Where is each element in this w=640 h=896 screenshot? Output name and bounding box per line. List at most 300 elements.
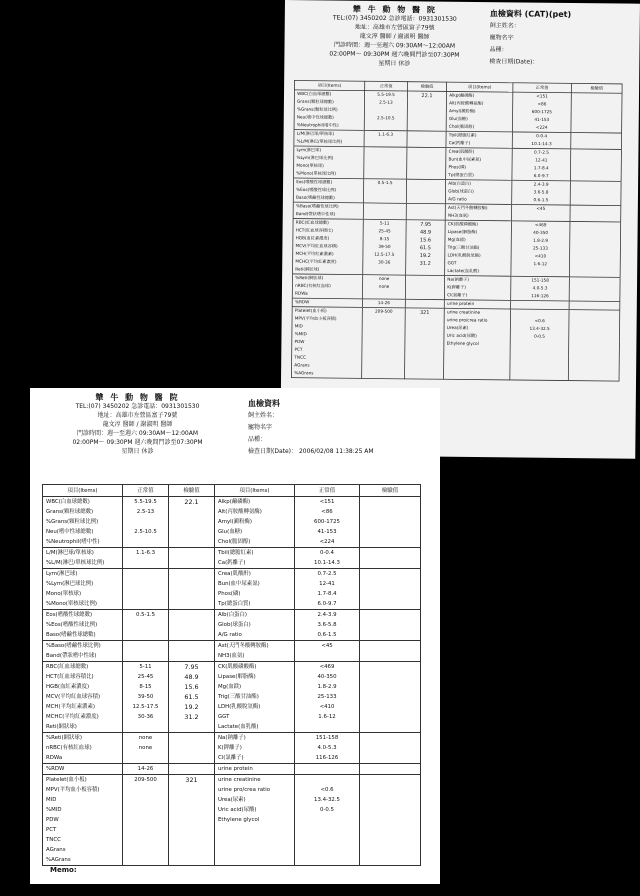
item-name: Tbil(總膽紅素) xyxy=(215,548,295,559)
normal-range xyxy=(123,855,169,866)
item-name: MCV(平均紅血球容積) xyxy=(43,692,123,702)
item-name: %Reti(網狀球) xyxy=(43,733,123,744)
col-normal-2: 正常值 xyxy=(295,485,360,497)
result-value xyxy=(169,722,215,733)
back-result-value: 48.9 xyxy=(406,228,445,236)
normal-range xyxy=(295,835,360,845)
normal-range: <410 xyxy=(295,702,360,712)
clinic-director: 龍文淳 醫師 / 謝淑明 醫師 xyxy=(102,421,173,428)
normal-range xyxy=(123,579,169,589)
back-owner-label: 飼主姓名： xyxy=(489,22,520,30)
result-value xyxy=(360,517,421,527)
normal-range xyxy=(123,835,169,845)
table-row xyxy=(43,743,421,753)
breed-label: 品種： xyxy=(248,436,267,443)
clinic-holiday: 星期日 休診 xyxy=(121,448,154,455)
table-row xyxy=(43,825,421,835)
table-row xyxy=(43,662,421,673)
clinic-hours2: 02:00PM～ 09:30PM 週六晚間門診至07:30PM xyxy=(72,439,203,446)
table-row xyxy=(43,805,421,815)
back-item-name: %Neutrophil(嗜中性) xyxy=(294,121,364,130)
item-name: %Neutrophil(嗜中性) xyxy=(43,537,123,548)
result-value: 15.6 xyxy=(169,682,215,692)
back-item-name: AGrans xyxy=(292,362,362,371)
result-value xyxy=(360,722,421,733)
item-name: urine protein xyxy=(215,764,295,775)
back-item-name: Trig(三酸甘油酯) xyxy=(445,244,511,252)
item-name: Lactate(血乳酸) xyxy=(215,722,295,733)
back-item-name: Alb(白蛋白) xyxy=(446,180,512,189)
back-item-name: GGT xyxy=(445,260,511,268)
back-item-name: %Baso(嗜鹼性球比例) xyxy=(293,202,363,211)
result-value xyxy=(360,795,421,805)
normal-range xyxy=(123,795,169,805)
normal-range xyxy=(123,641,169,652)
result-value xyxy=(360,692,421,702)
normal-range xyxy=(295,651,360,662)
item-name: Mg(血鎂) xyxy=(215,682,295,692)
report-title: 血檢資料 xyxy=(248,399,280,408)
back-col-item-2: 項目(Items) xyxy=(447,82,513,92)
back-normal-range: 5.5-19.5 xyxy=(365,91,408,100)
normal-range: 10.1-14.3 xyxy=(295,558,360,569)
back-normal-range xyxy=(362,370,405,379)
item-name: GGT xyxy=(215,712,295,722)
normal-range xyxy=(123,569,169,580)
normal-range xyxy=(123,620,169,630)
back-item-name: Glob(球蛋白) xyxy=(445,188,511,196)
normal-range xyxy=(295,775,360,786)
back-normal-range: 1.6-12 xyxy=(511,260,570,268)
back-normal-range: 41-153 xyxy=(513,116,572,124)
result-value xyxy=(360,610,421,621)
table-row xyxy=(43,845,421,855)
back-normal-range: 5-11 xyxy=(363,219,406,228)
normal-range: 0.7-2.5 xyxy=(295,569,360,580)
memo-label: Memo: xyxy=(50,866,77,874)
back-normal-range: none xyxy=(363,275,406,284)
back-item-name: PCT xyxy=(292,346,362,355)
item-name xyxy=(215,825,295,835)
item-name: Baso(嗜鹼性球總數) xyxy=(43,630,123,641)
back-result-value: 7.95 xyxy=(406,220,445,229)
back-item-name: Lym(淋巴球) xyxy=(294,146,364,155)
back-item-name: Alkp(鹼磷酶) xyxy=(446,91,512,100)
back-normal-range: 12.5-17.5 xyxy=(363,251,406,259)
normal-range: 1.8-2.9 xyxy=(295,682,360,692)
back-item-name: Ast(天門冬酸轉胺酶) xyxy=(445,204,511,213)
result-value xyxy=(360,497,421,508)
back-normal-range: 6.0-9.7 xyxy=(512,172,571,181)
back-report-title: 血檢資料 (CAT)(pet) xyxy=(489,9,572,19)
back-normal-range: 39-50 xyxy=(363,243,406,251)
back-item-name: Cl(氯離子) xyxy=(444,292,510,301)
item-name: Ast(天門冬酸轉胺酶) xyxy=(215,641,295,652)
normal-range: 39-50 xyxy=(123,692,169,702)
back-normal-range: 13.4-32.5 xyxy=(510,325,569,333)
item-name: Ca(鈣離子) xyxy=(215,558,295,569)
table-row xyxy=(43,599,421,610)
back-normal-range: 25-133 xyxy=(511,245,570,253)
result-value xyxy=(169,795,215,805)
back-result-value: 15.6 xyxy=(406,236,445,244)
date-row xyxy=(248,446,374,458)
back-item-name: %MID xyxy=(292,330,362,339)
result-value xyxy=(360,733,421,744)
back-item-name: %Reti(網狀球) xyxy=(292,274,362,283)
result-value xyxy=(360,775,421,786)
back-clinic-address: 地址：高雄市左營區富子79號 xyxy=(354,23,435,32)
back-normal-range: 12-41 xyxy=(512,156,571,164)
result-value xyxy=(360,579,421,589)
normal-range: 12.5-17.5 xyxy=(123,702,169,712)
normal-range: 41-153 xyxy=(295,527,360,537)
back-item-name: NH3(血氨) xyxy=(445,212,511,221)
item-name: %Mono(單核球比例) xyxy=(43,599,123,610)
item-name: Alt(丙胺酸轉氨酶) xyxy=(215,507,295,517)
item-name: urine creatinine xyxy=(215,775,295,786)
result-value xyxy=(360,589,421,599)
result-value xyxy=(360,569,421,580)
item-name: AGrans xyxy=(43,845,123,855)
item-name: LDH(乳酸脫氫酶) xyxy=(215,702,295,712)
table-row xyxy=(43,620,421,630)
normal-range: 14-26 xyxy=(123,764,169,775)
back-item-name: Lactate(血乳酸) xyxy=(445,267,511,276)
result-value xyxy=(360,712,421,722)
table-row xyxy=(43,682,421,692)
back-item-name: Glu(血糖) xyxy=(446,115,512,123)
normal-range: 1.7-8.4 xyxy=(295,589,360,599)
back-item-name: MCV(平均紅血球容積) xyxy=(293,242,363,251)
normal-range xyxy=(123,599,169,610)
back-item-name: Chol(膽固醇) xyxy=(446,123,512,132)
normal-range xyxy=(123,517,169,527)
back-normal-range: 1.7-8.4 xyxy=(512,164,571,172)
item-name: Band(帶狀嗜中性球) xyxy=(43,651,123,662)
table-row xyxy=(43,651,421,662)
back-normal-range: 0.6-1.5 xyxy=(512,196,571,205)
normal-range: 30-36 xyxy=(123,712,169,722)
table-row xyxy=(43,733,421,744)
item-name: Alb(白蛋白) xyxy=(215,610,295,621)
item-name: MCHC(平均紅素濃度) xyxy=(43,712,123,722)
back-item-name: CK(肌酸磷酸酶) xyxy=(445,220,511,229)
back-result-value xyxy=(405,299,444,308)
back-item-name: urine pro/crea ratio xyxy=(444,316,510,324)
normal-range: 4.0-5.3 xyxy=(295,743,360,753)
normal-range: 12-41 xyxy=(295,579,360,589)
normal-range: 2.5-10.5 xyxy=(123,527,169,537)
back-item-name: Na(鈉離子) xyxy=(445,276,511,285)
normal-range: 2.5-13 xyxy=(123,507,169,517)
result-value xyxy=(360,764,421,775)
table-row xyxy=(43,785,421,795)
item-name: Glob(球蛋白) xyxy=(215,620,295,630)
item-name: Mono(單核球) xyxy=(43,589,123,599)
item-name: Glu(血糖) xyxy=(215,527,295,537)
item-name: urine pro/crea ratio xyxy=(215,785,295,795)
result-value xyxy=(169,733,215,744)
clinic-phone: TEL:(07) 3450202 急診電話：0931301530 xyxy=(75,403,200,410)
table-row xyxy=(43,835,421,845)
result-value xyxy=(169,805,215,815)
normal-range: 3.6-5.8 xyxy=(295,620,360,630)
back-item-name: Band(帶狀嗜中性球) xyxy=(293,210,363,219)
item-name xyxy=(215,845,295,855)
table-row xyxy=(43,537,421,548)
col-item-2: 項目(Items) xyxy=(215,485,295,497)
normal-range: 5-11 xyxy=(123,662,169,673)
item-name: Na(鈉離子) xyxy=(215,733,295,744)
table-row xyxy=(43,527,421,537)
normal-range: 0-0.5 xyxy=(295,805,360,815)
result-value xyxy=(360,630,421,641)
item-name: %Lym(淋巴球比例) xyxy=(43,579,123,589)
back-normal-range: <0.6 xyxy=(510,317,569,325)
item-name: A/G ratio xyxy=(215,630,295,641)
back-normal-range: <410 xyxy=(511,252,570,260)
result-value xyxy=(169,569,215,580)
back-item-name: Ethylene glycol xyxy=(444,340,510,348)
result-value xyxy=(169,610,215,621)
normal-range: 1.1-6.3 xyxy=(123,548,169,559)
back-item-name: %RDW xyxy=(292,298,362,307)
normal-range xyxy=(123,651,169,662)
date-value: 2006/02/08 11:38:25 AM xyxy=(298,448,374,455)
table-row xyxy=(43,641,421,652)
result-value xyxy=(169,651,215,662)
back-item-name: urine creatinine xyxy=(444,308,510,317)
item-name: Lipase(解脂酶) xyxy=(215,672,295,682)
normal-range: <86 xyxy=(295,507,360,517)
back-normal-range: 209-500 xyxy=(362,307,405,316)
result-value xyxy=(360,743,421,753)
result-value: 61.5 xyxy=(169,692,215,702)
item-name: Cl(氯離子) xyxy=(215,753,295,764)
back-item-name: Platelet(血小板) xyxy=(292,307,362,316)
normal-range xyxy=(123,722,169,733)
back-item-name: %Mono(單核球比例) xyxy=(294,170,364,179)
back-item-name: Lipase(解脂酶) xyxy=(445,228,511,236)
back-item-name: Grans(顆粒球總數) xyxy=(294,98,364,107)
item-name: TNCC xyxy=(43,835,123,845)
back-item-name: Ca(鈣離子) xyxy=(446,139,512,148)
result-value xyxy=(169,630,215,641)
normal-range: none xyxy=(123,743,169,753)
back-clinic-hours2: 02:00PM～ 09:30PM 週六晚間門診至07:30PM xyxy=(329,50,460,59)
table-row xyxy=(43,569,421,580)
result-value xyxy=(360,845,421,855)
back-normal-range: 0.5-1.5 xyxy=(364,179,407,188)
result-value: 7.95 xyxy=(169,662,215,673)
item-name: nRBC(有核紅血球) xyxy=(43,743,123,753)
back-item-name: Mg(血鎂) xyxy=(445,236,511,244)
back-item-name: RDWa xyxy=(292,290,362,299)
report-info xyxy=(248,398,374,458)
item-name: %Baso(嗜鹼性球比例) xyxy=(43,641,123,652)
table-row xyxy=(43,764,421,775)
table-row xyxy=(43,507,421,517)
back-result-value xyxy=(568,372,619,381)
normal-range xyxy=(295,764,360,775)
back-item-name: Tbil(總膽紅素) xyxy=(446,131,512,140)
back-item-name: MCH(平均紅素濃素) xyxy=(293,250,363,259)
back-table-wrap xyxy=(291,80,622,427)
item-name: MID xyxy=(43,795,123,805)
back-col-item: 項目(Items) xyxy=(294,80,364,90)
result-value xyxy=(169,855,215,866)
result-value: 31.2 xyxy=(169,712,215,722)
normal-range: 2.4-3.9 xyxy=(295,610,360,621)
normal-range: 25-45 xyxy=(123,672,169,682)
back-item-name xyxy=(444,371,510,380)
result-value xyxy=(169,527,215,537)
back-item-name: Tp(總蛋白質) xyxy=(446,171,512,180)
back-item-name: nRBC(有核紅血球) xyxy=(292,282,362,291)
back-item-name: %L/M(淋巴/單核球比例) xyxy=(294,138,364,147)
back-normal-range: 8-15 xyxy=(363,235,406,243)
back-clinic-holiday: 星期日 休診 xyxy=(378,59,411,68)
normal-range: none xyxy=(123,733,169,744)
result-value xyxy=(360,753,421,764)
back-normal-range: 14-26 xyxy=(362,299,405,308)
item-name: Chol(膽固醇) xyxy=(215,537,295,548)
back-date-label: 檢查日期(Date)： xyxy=(489,58,539,66)
back-item-name: WBC(白血球總數) xyxy=(294,90,364,99)
normal-range: 6.0-9.7 xyxy=(295,599,360,610)
back-item-name: TNCC xyxy=(292,354,362,363)
normal-range xyxy=(123,805,169,815)
result-value xyxy=(360,651,421,662)
back-item-name: Reti(網狀球) xyxy=(293,266,363,275)
pet-label: 寵物名字 xyxy=(248,424,273,431)
table-row xyxy=(43,517,421,527)
item-name: HCT(紅血球容積比) xyxy=(43,672,123,682)
result-value xyxy=(360,641,421,652)
back-item-name: Urea(尿素) xyxy=(444,324,510,332)
table-row xyxy=(43,753,421,764)
back-item-name: Bun(血中尿素氮) xyxy=(446,156,512,164)
col-item: 項目(Items) xyxy=(43,485,123,497)
item-name: Tp(總蛋白質) xyxy=(215,599,295,610)
lab-results-table xyxy=(42,484,421,866)
back-normal-range: 1.1-6.3 xyxy=(364,130,407,139)
back-normal-range: 2.4-3.9 xyxy=(512,180,571,189)
back-result-value: 61.5 xyxy=(406,244,445,252)
back-col-result: 檢驗值 xyxy=(408,82,447,92)
normal-range xyxy=(123,825,169,835)
result-value: 321 xyxy=(169,775,215,786)
normal-range: 0.6-1.5 xyxy=(295,630,360,641)
result-value xyxy=(169,507,215,517)
back-item-name: A/G ratio xyxy=(445,196,511,205)
item-name: Reti(網狀球) xyxy=(43,722,123,733)
result-value xyxy=(360,620,421,630)
back-item-name: Eos(嗜酸性球總數) xyxy=(293,178,363,187)
normal-range: 209-500 xyxy=(123,775,169,786)
item-name: Trig(三酸甘油酯) xyxy=(215,692,295,702)
result-value xyxy=(360,835,421,845)
item-name xyxy=(215,835,295,845)
table-row xyxy=(43,775,421,786)
back-normal-range: 116-126 xyxy=(511,292,570,301)
col-result: 檢驗值 xyxy=(169,485,215,497)
table-row xyxy=(43,702,421,712)
normal-range xyxy=(123,537,169,548)
item-name: Phos(磷) xyxy=(215,589,295,599)
item-name: HGB(血紅素濃度) xyxy=(43,682,123,692)
back-normal-range: 2.5-10.5 xyxy=(364,114,407,122)
back-col-result-2: 檢驗值 xyxy=(571,83,622,93)
back-item-name: Baso(嗜鹼性球總數) xyxy=(293,194,363,203)
result-value xyxy=(360,825,421,835)
back-col-normal: 正常值 xyxy=(365,81,408,91)
back-normal-range: 10.1-14.3 xyxy=(512,140,571,149)
item-name: L/M(淋巴球/單核球) xyxy=(43,548,123,559)
result-value xyxy=(360,672,421,682)
back-item-name: %Lym(淋巴球比例) xyxy=(294,154,364,163)
item-name: RDWa xyxy=(43,753,123,764)
back-normal-range: 4.0-5.3 xyxy=(511,284,570,292)
item-name: PCT xyxy=(43,825,123,835)
table-row xyxy=(43,855,421,866)
item-name: WBC(白血球總數) xyxy=(43,497,123,508)
back-normal-range: 0-0.5 xyxy=(510,333,569,341)
result-value xyxy=(360,599,421,610)
back-normal-range: <86 xyxy=(513,100,572,108)
back-result-value: 321 xyxy=(405,308,444,317)
item-name: Uric acid(尿酸) xyxy=(215,805,295,815)
table-row xyxy=(43,497,421,508)
result-value xyxy=(360,682,421,692)
item-name: %MID xyxy=(43,805,123,815)
back-normal-range: 151-158 xyxy=(511,276,570,285)
item-name: Amyl(澱粉酶) xyxy=(215,517,295,527)
back-item-name: Neu(嗜中性球總數) xyxy=(294,114,364,123)
back-item-name: K(鉀離子) xyxy=(444,284,510,292)
back-clinic-director: 龍文淳 醫師 / 謝淑明 醫師 xyxy=(359,32,430,41)
back-normal-range: 2.5-13 xyxy=(364,99,407,107)
back-item-name: Mono(單核球) xyxy=(294,162,364,171)
item-name: %AGrans xyxy=(43,855,123,866)
date-label: 檢查日期(Date)： xyxy=(248,448,298,455)
result-value xyxy=(360,558,421,569)
back-item-name: urine protein xyxy=(444,300,510,309)
item-name: %Eos(嗜酸性球比例) xyxy=(43,620,123,630)
table-row xyxy=(43,579,421,589)
normal-range xyxy=(123,558,169,569)
normal-range xyxy=(123,753,169,764)
item-name: RBC(紅血球總數) xyxy=(43,662,123,673)
result-value xyxy=(360,805,421,815)
back-item-name: Uric acid(尿酸) xyxy=(444,332,510,340)
normal-range: <469 xyxy=(295,662,360,673)
item-name: NH3(血氨) xyxy=(215,651,295,662)
item-name: Platelet(血小板) xyxy=(43,775,123,786)
back-normal-range: 40-350 xyxy=(511,229,570,237)
item-name: PDW xyxy=(43,815,123,825)
back-item-name: RBC(紅血球總數) xyxy=(293,219,363,228)
result-value xyxy=(360,548,421,559)
back-breed-label: 品種： xyxy=(489,46,508,54)
result-value xyxy=(169,517,215,527)
back-lab-table xyxy=(291,80,622,381)
normal-range: 0-0.4 xyxy=(295,548,360,559)
item-name: Crea(肌酸酐) xyxy=(215,569,295,580)
back-normal-range xyxy=(510,372,569,381)
result-value xyxy=(360,702,421,712)
